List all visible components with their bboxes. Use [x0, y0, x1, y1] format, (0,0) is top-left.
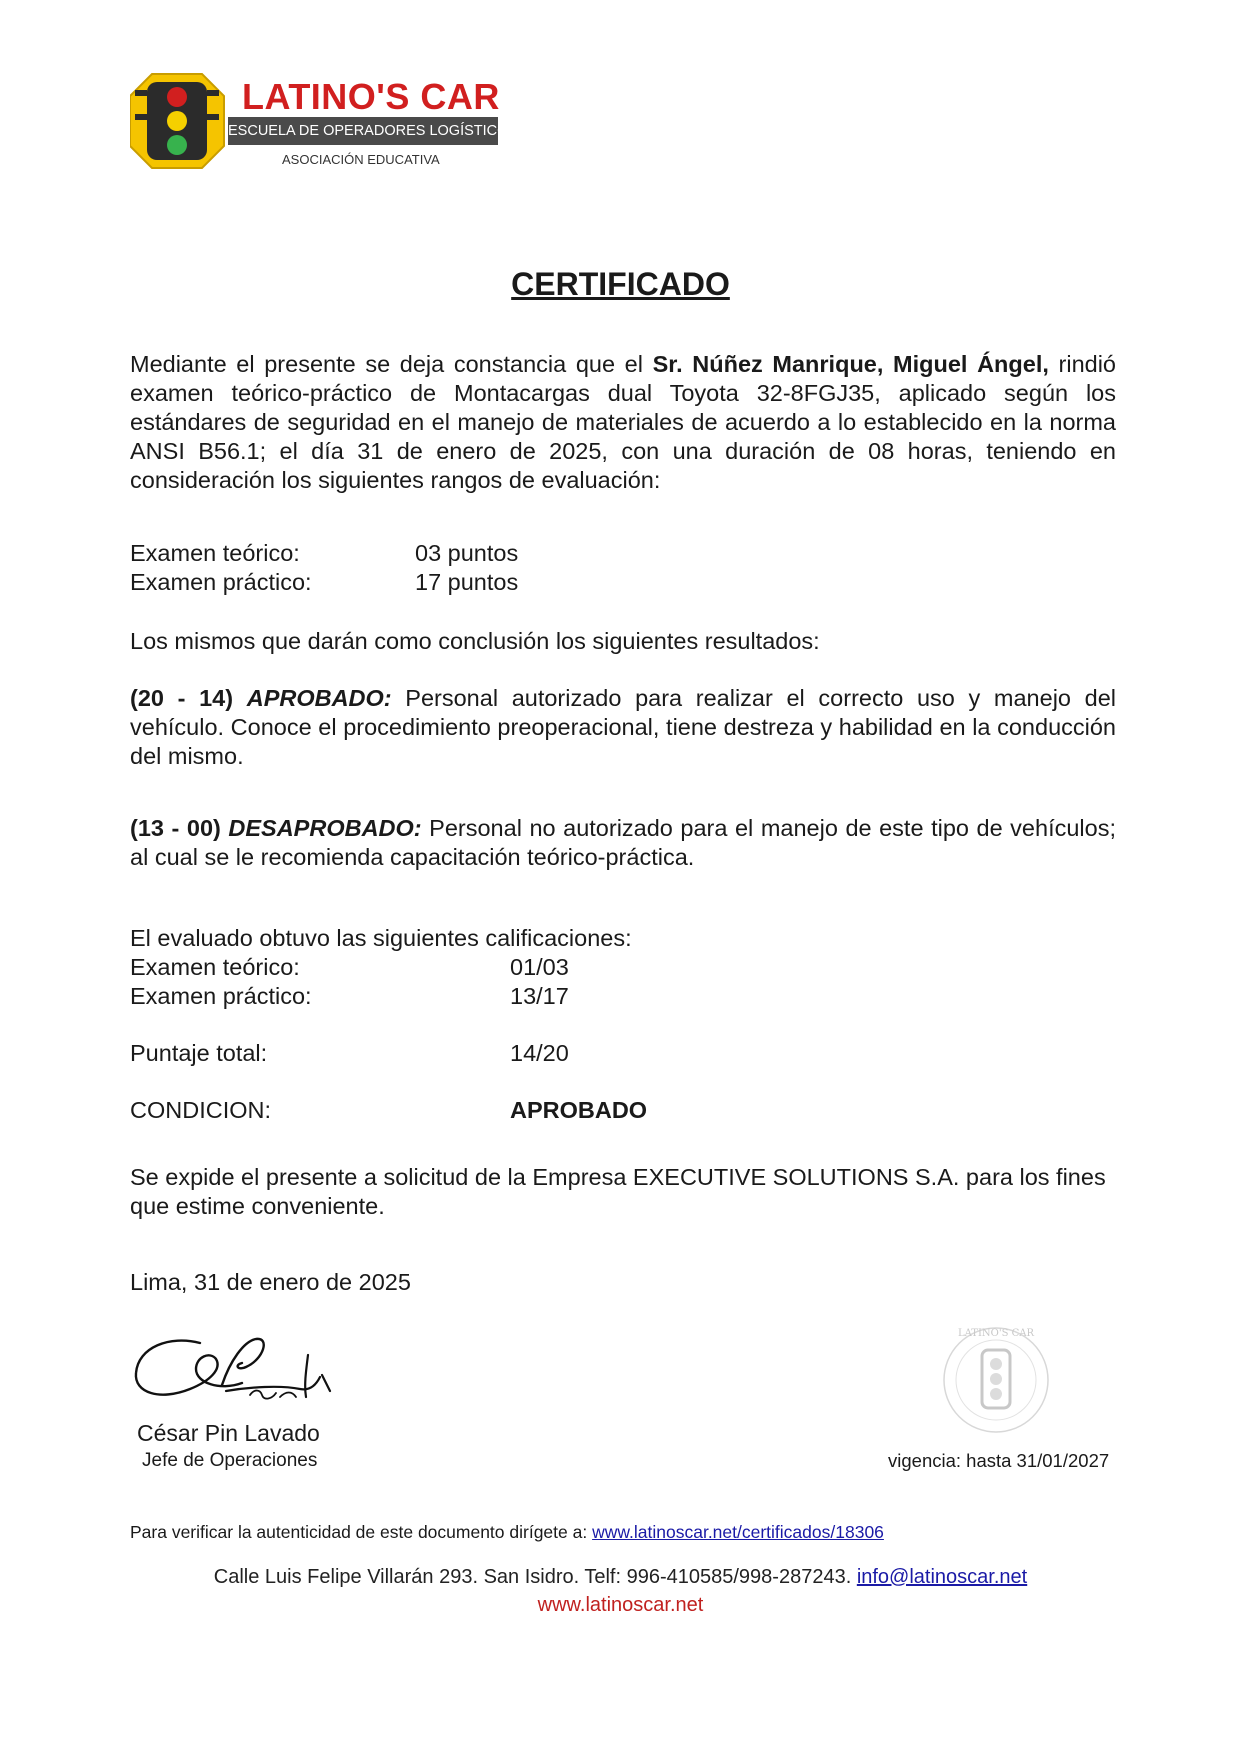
document-title: CERTIFICADO	[511, 266, 730, 302]
failed-criteria	[130, 814, 1116, 872]
range-theory-value: 03 puntos	[415, 540, 519, 566]
footer-email-link[interactable]: info@latinoscar.net	[856, 1566, 1028, 1588]
verify-line	[130, 1522, 884, 1543]
logo-tagline: ESCUELA DE OPERADORES LOGÍSTICOS	[228, 117, 498, 145]
logo-subtitle: ASOCIACIÓN EDUCATIVA	[282, 152, 440, 167]
intro-paragraph	[130, 350, 1116, 495]
seal-text: LATINO'S CAR	[957, 1328, 1035, 1339]
intro-prefix: Mediante el presente se deja constancia que el	[130, 351, 653, 377]
embossed-seal	[940, 1320, 1052, 1440]
footer-address-line	[0, 1566, 1241, 1589]
total-label: Puntaje total:	[130, 1040, 268, 1066]
footer-website[interactable]: www.latinoscar.net	[537, 1594, 704, 1616]
signer-role: Jefe de Operaciones	[142, 1450, 318, 1471]
place-date: Lima, 31 de enero de 2025	[130, 1269, 411, 1295]
signature	[130, 1325, 350, 1415]
approved-criteria	[130, 684, 1116, 771]
issued-paragraph: Se expide el presente a solicitud de la Empresa EXECUTIVE SOLUTIONS S.A. para los fines que estime conveniente.	[130, 1164, 1106, 1219]
result-practice-value: 13/17	[510, 983, 569, 1009]
range-practice-label: Examen práctico:	[130, 569, 312, 595]
conclusion-intro: Los mismos que darán como conclusión los siguientes resultados:	[130, 628, 820, 654]
approved-text: Personal autorizado para realizar el correcto uso y manejo del vehículo. Conoce el procedimiento preoperacional, tiene destreza y habilidad en la conducción del mismo.	[130, 685, 1116, 769]
range-theory-label: Examen teórico:	[130, 540, 300, 566]
footer-address: Calle Luis Felipe Villarán 293. San Isidro. Telf: 996-410585/998-287243.	[213, 1566, 857, 1588]
failed-range: (13 - 00)	[130, 815, 221, 841]
result-practice-label: Examen práctico:	[130, 983, 312, 1009]
failed-label: DESAPROBADO:	[228, 815, 422, 841]
intro-rest: rindió examen teórico-práctico de Montacargas dual Toyota 32-8FGJ35, aplicado según los estándares de seguridad en el manejo de materiales de acuerdo a lo establecido en la norma ANSI B56.1; el día 31 de enero de 2025, con una duración de 08 horas, teniendo en consideración los siguientes rangos de evaluación:	[130, 351, 1117, 493]
logo-brand-name: LATINO'S CAR	[242, 76, 500, 117]
validity-date: vigencia: hasta 31/01/2027	[888, 1450, 1110, 1471]
result-theory-label: Examen teórico:	[130, 954, 300, 980]
signer-name: César Pin Lavado	[137, 1420, 320, 1446]
verify-link[interactable]: www.latinoscar.net/certificados/18306	[592, 1522, 884, 1542]
approved-range: (20 - 14)	[130, 685, 234, 711]
verify-prefix: Para verificar la autenticidad de este documento dirígete a:	[130, 1522, 593, 1542]
condition-label: CONDICION:	[130, 1097, 271, 1123]
results-intro: El evaluado obtuvo las siguientes calificaciones:	[130, 925, 632, 951]
approved-label: APROBADO:	[246, 685, 392, 711]
range-practice-value: 17 puntos	[415, 569, 519, 595]
result-theory-value: 01/03	[510, 954, 569, 980]
condition-value: APROBADO	[510, 1097, 648, 1123]
candidate-name: Sr. Núñez Manrique, Miguel Ángel,	[652, 351, 1049, 377]
total-value: 14/20	[510, 1040, 569, 1066]
failed-text: Personal no autorizado para el manejo de este tipo de vehículos; al cual se le recomienda capacitación teórico-práctica.	[130, 815, 1116, 870]
